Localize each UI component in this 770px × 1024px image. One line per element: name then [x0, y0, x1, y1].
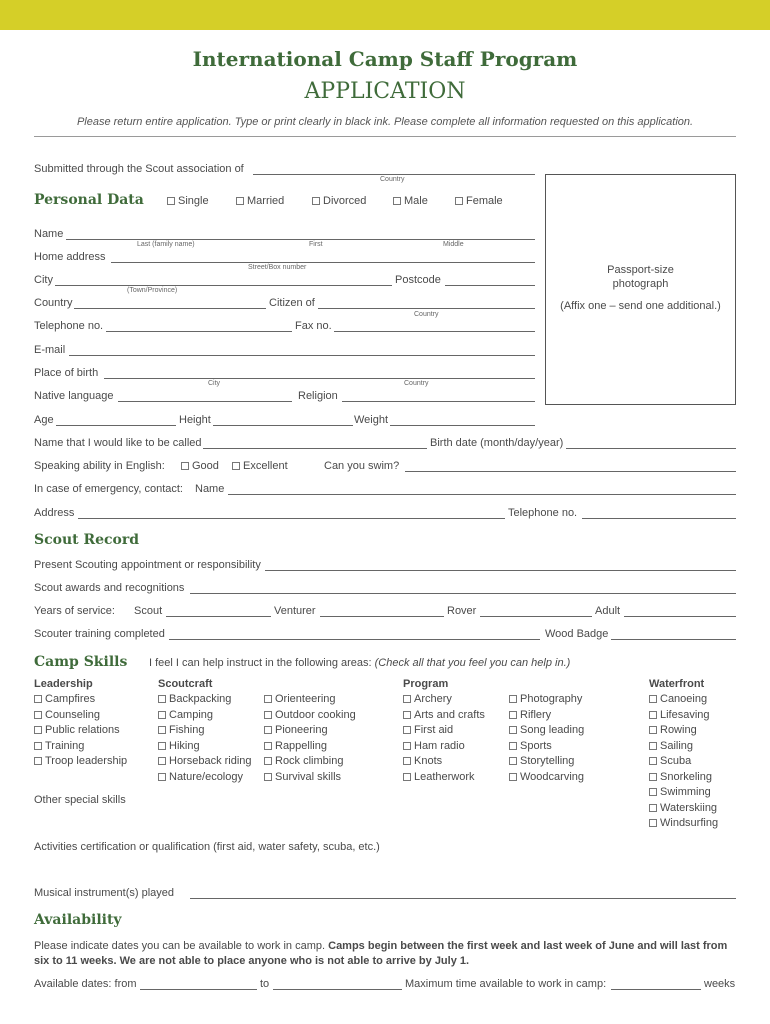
language-label: Native language	[34, 390, 114, 402]
checkbox-single[interactable]	[167, 197, 175, 205]
height-field[interactable]	[213, 425, 353, 426]
skill-first-aid[interactable]: First aid	[403, 723, 485, 739]
skill-campfires[interactable]: Campfires	[34, 692, 127, 708]
emergency-name-label: Name	[195, 483, 225, 495]
checkbox[interactable]	[34, 695, 42, 703]
music-label: Musical instrument(s) played	[34, 887, 174, 899]
present-label: Present Scouting appointment or responsibility	[34, 559, 261, 571]
skill-storytelling[interactable]: Storytelling	[509, 754, 584, 770]
option-divorced[interactable]: Divorced	[312, 195, 366, 208]
option-female[interactable]: Female	[455, 195, 503, 208]
name-field[interactable]	[66, 239, 535, 240]
citizen-sub: Country	[414, 311, 439, 318]
checkbox[interactable]	[158, 726, 166, 734]
home-address-sub: Street/Box number	[248, 264, 307, 271]
years-rover-label: Rover	[447, 605, 477, 617]
waterfront-list	[649, 692, 718, 832]
waterfront-heading: Waterfront	[649, 678, 705, 690]
birthplace-label: Place of birth	[34, 367, 99, 379]
checkbox[interactable]	[264, 773, 272, 781]
email-field[interactable]	[69, 355, 535, 356]
checkbox-good[interactable]	[181, 462, 189, 470]
birthplace-sub-country: Country	[404, 380, 429, 387]
skill-nature-ecology[interactable]: Nature/ecology	[158, 770, 252, 786]
home-address-label: Home address	[34, 251, 106, 263]
instructions: Please return entire application. Type or print clearly in black ink. Please complete all information requested on this application.	[76, 116, 694, 128]
max-time-label: Maximum time available to work in camp:	[405, 978, 607, 990]
scoutcraft-list-a	[158, 692, 252, 785]
skill-outdoor-cooking[interactable]: Outdoor cooking	[264, 708, 356, 724]
program-heading: Program	[403, 678, 449, 690]
passport-photo-box	[545, 174, 736, 405]
checkbox[interactable]	[264, 757, 272, 765]
birthdate-label: Birth date (month/day/year)	[430, 437, 564, 449]
personal-data-heading: Personal Data	[34, 192, 144, 208]
checkbox[interactable]	[649, 773, 657, 781]
checkbox[interactable]	[158, 695, 166, 703]
checkbox[interactable]	[403, 726, 411, 734]
other-skills-label: Other special skills	[34, 794, 126, 806]
dates-label: Available dates: from	[34, 978, 137, 990]
checkbox[interactable]	[509, 695, 517, 703]
checkbox[interactable]	[264, 711, 272, 719]
years-scout-field[interactable]	[166, 616, 271, 617]
checkbox[interactable]	[34, 757, 42, 765]
skill-horseback-riding[interactable]: Horseback riding	[158, 754, 252, 770]
camp-skills-heading: Camp Skills	[34, 654, 128, 670]
language-field[interactable]	[118, 401, 292, 402]
skill-photography[interactable]: Photography	[509, 692, 584, 708]
citizen-label: Citizen of	[269, 297, 315, 309]
weeks-label: weeks	[704, 978, 736, 990]
skill-sailing[interactable]: Sailing	[649, 739, 718, 755]
fax-field[interactable]	[334, 331, 535, 332]
checkbox[interactable]	[649, 695, 657, 703]
skill-rappelling[interactable]: Rappelling	[264, 739, 356, 755]
skill-snorkeling[interactable]: Snorkeling	[649, 770, 718, 786]
city-label: City	[34, 274, 53, 286]
scout-record-heading: Scout Record	[34, 532, 140, 548]
checkbox[interactable]	[649, 726, 657, 734]
english-good[interactable]: Good	[181, 460, 219, 473]
skill-public-relations[interactable]: Public relations	[34, 723, 127, 739]
age-field[interactable]	[56, 425, 176, 426]
checkbox[interactable]	[34, 711, 42, 719]
skill-waterskiing[interactable]: Waterskiing	[649, 801, 718, 817]
skill-hiking[interactable]: Hiking	[158, 739, 252, 755]
english-label: Speaking ability in English:	[34, 460, 165, 472]
checkbox[interactable]	[264, 695, 272, 703]
checkbox-excellent[interactable]	[232, 462, 240, 470]
country-field[interactable]	[74, 308, 266, 309]
skill-rowing[interactable]: Rowing	[649, 723, 718, 739]
skill-scuba[interactable]: Scuba	[649, 754, 718, 770]
checkbox[interactable]	[509, 742, 517, 750]
name-sub-last: Last (family name)	[137, 241, 195, 248]
date-from-field[interactable]	[140, 989, 257, 990]
submitted-sub: Country	[380, 176, 405, 183]
telephone-field[interactable]	[106, 331, 292, 332]
certification-label: Activities certification or qualification (first aid, water safety, scuba, etc.)	[34, 841, 380, 853]
checkbox-married[interactable]	[236, 197, 244, 205]
country-label: Country	[34, 297, 73, 309]
called-field[interactable]	[203, 448, 427, 449]
checkbox[interactable]	[403, 742, 411, 750]
skill-troop-leadership[interactable]: Troop leadership	[34, 754, 127, 770]
skill-woodcarving[interactable]: Woodcarving	[509, 770, 584, 786]
called-label: Name that I would like to be called	[34, 437, 202, 449]
skill-song-leading[interactable]: Song leading	[509, 723, 584, 739]
years-venturer-label: Venturer	[274, 605, 316, 617]
years-scout-label: Scout	[134, 605, 163, 617]
checkbox[interactable]	[403, 757, 411, 765]
skill-knots[interactable]: Knots	[403, 754, 485, 770]
checkbox[interactable]	[158, 742, 166, 750]
checkbox[interactable]	[649, 804, 657, 812]
emergency-name-field[interactable]	[228, 494, 736, 495]
checkbox[interactable]	[264, 726, 272, 734]
age-label: Age	[34, 414, 54, 426]
skill-archery[interactable]: Archery	[403, 692, 485, 708]
english-excellent[interactable]: Excellent	[232, 460, 288, 473]
woodbadge-field[interactable]	[611, 639, 736, 640]
skill-backpacking[interactable]: Backpacking	[158, 692, 252, 708]
skill-windsurfing[interactable]: Windsurfing	[649, 816, 718, 832]
checkbox[interactable]	[158, 711, 166, 719]
weight-field[interactable]	[390, 425, 535, 426]
checkbox[interactable]	[509, 757, 517, 765]
checkbox[interactable]	[649, 788, 657, 796]
skill-counseling[interactable]: Counseling	[34, 708, 127, 724]
name-sub-first: First	[309, 241, 323, 248]
birthplace-sub-city: City	[208, 380, 221, 387]
skill-fishing[interactable]: Fishing	[158, 723, 252, 739]
years-rover-field[interactable]	[480, 616, 592, 617]
skill-rock-climbing[interactable]: Rock climbing	[264, 754, 356, 770]
skill-training[interactable]: Training	[34, 739, 127, 755]
checkbox-female[interactable]	[455, 197, 463, 205]
skill-leatherwork[interactable]: Leatherwork	[403, 770, 485, 786]
header-divider	[34, 136, 736, 137]
option-male[interactable]: Male	[393, 195, 428, 208]
option-married[interactable]: Married	[236, 195, 284, 208]
woodbadge-label: Wood Badge	[545, 628, 609, 640]
option-single[interactable]: Single	[167, 195, 209, 208]
telephone-label: Telephone no.	[34, 320, 104, 332]
swim-label: Can you swim?	[324, 460, 400, 472]
years-adult-field[interactable]	[624, 616, 736, 617]
skill-sports[interactable]: Sports	[509, 739, 584, 755]
checkbox[interactable]	[403, 711, 411, 719]
skill-canoeing[interactable]: Canoeing	[649, 692, 718, 708]
checkbox[interactable]	[649, 711, 657, 719]
max-time-field[interactable]	[611, 989, 701, 990]
city-sub: (Town/Province)	[127, 287, 178, 294]
religion-label: Religion	[298, 390, 338, 402]
address-label: Address	[34, 507, 75, 519]
camp-intro: I feel I can help instruct in the following areas: (Check all that you feel you can help in.)	[149, 657, 571, 669]
availability-text: Please indicate dates you can be available to work in camp. Camps begin between the first week and last week of June and will last from six to 11 weeks. We are not able to place anyone who is not able to arrive by July 1.	[34, 940, 728, 967]
checkbox[interactable]	[649, 742, 657, 750]
home-address-field[interactable]	[111, 262, 535, 263]
years-label: Years of service:	[34, 605, 115, 617]
postcode-field[interactable]	[445, 285, 535, 286]
checkbox[interactable]	[403, 695, 411, 703]
checkbox[interactable]	[509, 711, 517, 719]
checkbox-divorced[interactable]	[312, 197, 320, 205]
checkbox[interactable]	[264, 742, 272, 750]
birthplace-field[interactable]	[104, 378, 535, 379]
email-label: E-mail	[34, 344, 66, 356]
name-label: Name	[34, 228, 64, 240]
checkbox[interactable]	[509, 726, 517, 734]
scoutcraft-list-b	[264, 692, 356, 785]
photo-label: Passport-size photograph	[607, 264, 674, 290]
photo-note: (Affix one – send one additional.)	[560, 300, 721, 312]
years-venturer-field[interactable]	[320, 616, 444, 617]
checkbox[interactable]	[158, 773, 166, 781]
awards-field[interactable]	[190, 593, 736, 594]
height-label: Height	[179, 414, 211, 426]
name-sub-middle: Middle	[443, 241, 464, 248]
program-list-b	[509, 692, 584, 785]
leadership-list	[34, 692, 127, 770]
skill-orienteering[interactable]: Orienteering	[264, 692, 356, 708]
submitted-field[interactable]	[253, 174, 535, 175]
em-telephone-label: Telephone no.	[508, 507, 578, 519]
fax-label: Fax no.	[295, 320, 332, 332]
training-field[interactable]	[169, 639, 540, 640]
availability-heading: Availability	[34, 912, 122, 928]
years-adult-label: Adult	[595, 605, 621, 617]
music-field[interactable]	[190, 898, 736, 899]
swim-field[interactable]	[405, 471, 736, 472]
checkbox[interactable]	[509, 773, 517, 781]
address-field[interactable]	[78, 518, 505, 519]
skill-pioneering[interactable]: Pioneering	[264, 723, 356, 739]
skill-survival-skills[interactable]: Survival skills	[264, 770, 356, 786]
emergency-label: In case of emergency, contact:	[34, 483, 183, 495]
to-label: to	[260, 978, 270, 990]
application-title: APPLICATION	[304, 79, 466, 104]
checkbox[interactable]	[34, 726, 42, 734]
top-color-band	[0, 0, 770, 30]
checkbox-male[interactable]	[393, 197, 401, 205]
skill-camping[interactable]: Camping	[158, 708, 252, 724]
checkbox[interactable]	[34, 742, 42, 750]
program-list-a	[403, 692, 485, 785]
skill-riflery[interactable]: Riflery	[509, 708, 584, 724]
date-to-field[interactable]	[273, 989, 402, 990]
religion-field[interactable]	[342, 401, 535, 402]
training-label: Scouter training completed	[34, 628, 165, 640]
skill-arts-and-crafts[interactable]: Arts and crafts	[403, 708, 485, 724]
skill-lifesaving[interactable]: Lifesaving	[649, 708, 718, 724]
leadership-heading: Leadership	[34, 678, 93, 690]
checkbox[interactable]	[649, 757, 657, 765]
skill-ham-radio[interactable]: Ham radio	[403, 739, 485, 755]
em-telephone-field[interactable]	[582, 518, 736, 519]
present-field[interactable]	[265, 570, 736, 571]
citizen-field[interactable]	[318, 308, 535, 309]
submitted-label: Submitted through the Scout association of	[34, 163, 244, 175]
weight-label: Weight	[354, 414, 389, 426]
postcode-label: Postcode	[395, 274, 441, 286]
birthdate-field[interactable]	[566, 448, 736, 449]
program-title: International Camp Staff Program	[192, 47, 578, 71]
skill-swimming[interactable]: Swimming	[649, 785, 718, 801]
scoutcraft-heading: Scoutcraft	[158, 678, 213, 690]
checkbox[interactable]	[403, 773, 411, 781]
checkbox[interactable]	[158, 757, 166, 765]
checkbox[interactable]	[649, 819, 657, 827]
awards-label: Scout awards and recognitions	[34, 582, 185, 594]
city-field[interactable]	[55, 285, 392, 286]
